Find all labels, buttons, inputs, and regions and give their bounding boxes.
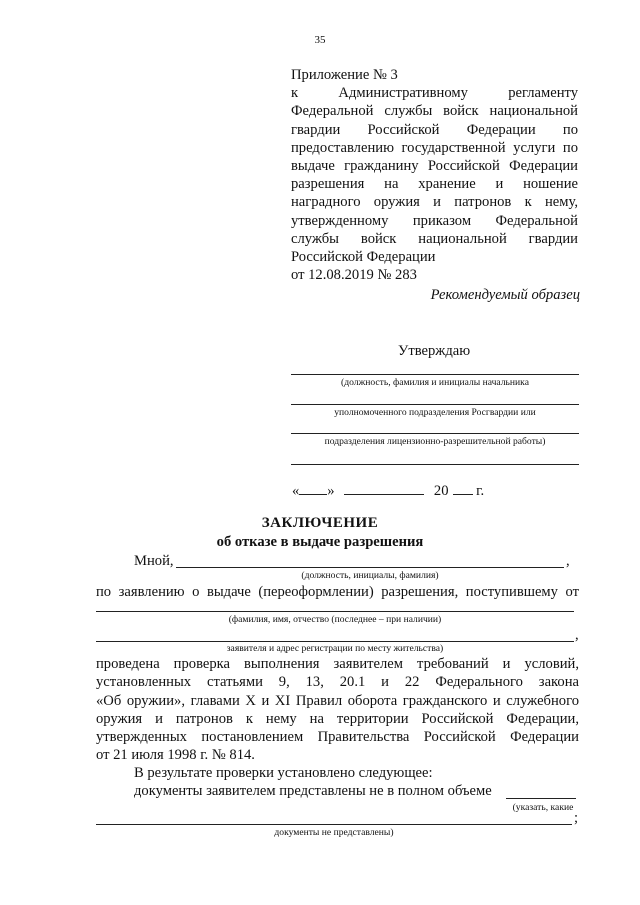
appendix-line: от 12.08.2019 № 283 [291,267,417,284]
appendix-block [291,66,578,284]
application-line: по заявлению о выдаче (переоформлении) разрешения, поступившему от [96,584,579,600]
docs-rule-long [96,824,572,825]
paragraph-line: проведена проверка выполнения заявителем требований и условий, [96,656,579,672]
approve-rule-4 [291,464,579,465]
paragraph-line: утвержденных постановлением Правительства Российской Федерации [96,729,579,746]
paragraph-line: установленных статьями 9, 13, 20.1 и 22 Федерального закона [96,674,579,691]
address-rule [96,641,574,642]
docs-rule-short [506,798,576,799]
mnoy-comma: , [566,553,570,569]
appendix-line: выдаче гражданину Российской Федерации [291,158,578,175]
address-hint: заявителя и адрес регистрации по месту жительства) [226,643,444,654]
recommended-sample-label: Рекомендуемый образец [430,287,580,303]
appendix-line: предоставлению государственной услуги по [291,139,578,156]
date-line [292,481,484,500]
result-line: В результате проверки установлено следующее: [134,765,433,781]
docs-semicolon: ; [574,810,579,826]
paragraph-line: «Об оружии», главами X и XI Правил оборота гражданского и служебного [96,692,579,709]
document-title: ЗАКЛЮЧЕНИЕ [261,515,379,531]
appendix-line: Российской Федерации [291,249,436,266]
check-paragraph [96,655,579,765]
appendix-line: Приложение № 3 [291,67,398,83]
appendix-line: утвержденному приказом Федеральной [291,212,578,229]
applicant-rule [96,611,574,612]
paragraph-line: от 21 июля 1998 г. № 814. [96,747,255,764]
appendix-line: наградного оружия и патронов к нему, [291,194,578,211]
year-prefix: 20 [433,483,449,499]
paragraph-line: оружия и патронов к нему на территории Российской Федерации, [96,710,579,727]
page-number: 35 [314,34,326,46]
address-comma: , [575,627,579,643]
date-close-quote: » [327,483,335,499]
mnoy-rule [176,567,564,568]
month-blank [344,481,424,495]
approve-hint-1: (должность, фамилия и инициалы начальника [341,377,529,388]
docs-hint-b: документы не представлены) [274,827,394,838]
mnoy-hint: (должность, инициалы, фамилия) [301,570,439,581]
year-blank [453,481,473,495]
approve-rule-3 [291,433,579,434]
appendix-line: к Административному регламенту [291,85,578,102]
document-subtitle: об отказе в выдаче разрешения [216,534,424,550]
mnoy-label: Мной, [134,553,174,569]
approve-rule-1 [291,374,579,375]
approve-hint-2: уполномоченного подразделения Росгвардии или [334,407,536,418]
appendix-line: Федеральной службы войск национальной [291,103,578,120]
approve-hint-3: подразделения лицензионно-разрешительной работы) [324,436,546,447]
day-blank [299,481,327,495]
applicant-hint: (фамилия, имя, отчество (последнее – при наличии) [228,614,442,625]
appendix-line: службы войск национальной гвардии [291,230,578,247]
appendix-line: разрешения на хранение и ношение [291,176,578,193]
approve-title: Утверждаю [398,343,471,359]
appendix-line: гвардии Российской Федерации по [291,121,578,138]
docs-line: документы заявителем представлены не в полном объеме [134,783,492,799]
docs-hint-a: (указать, какие [512,802,574,813]
year-suffix: г. [476,483,485,499]
approve-rule-2 [291,404,579,405]
date-open-quote: « [292,483,300,499]
